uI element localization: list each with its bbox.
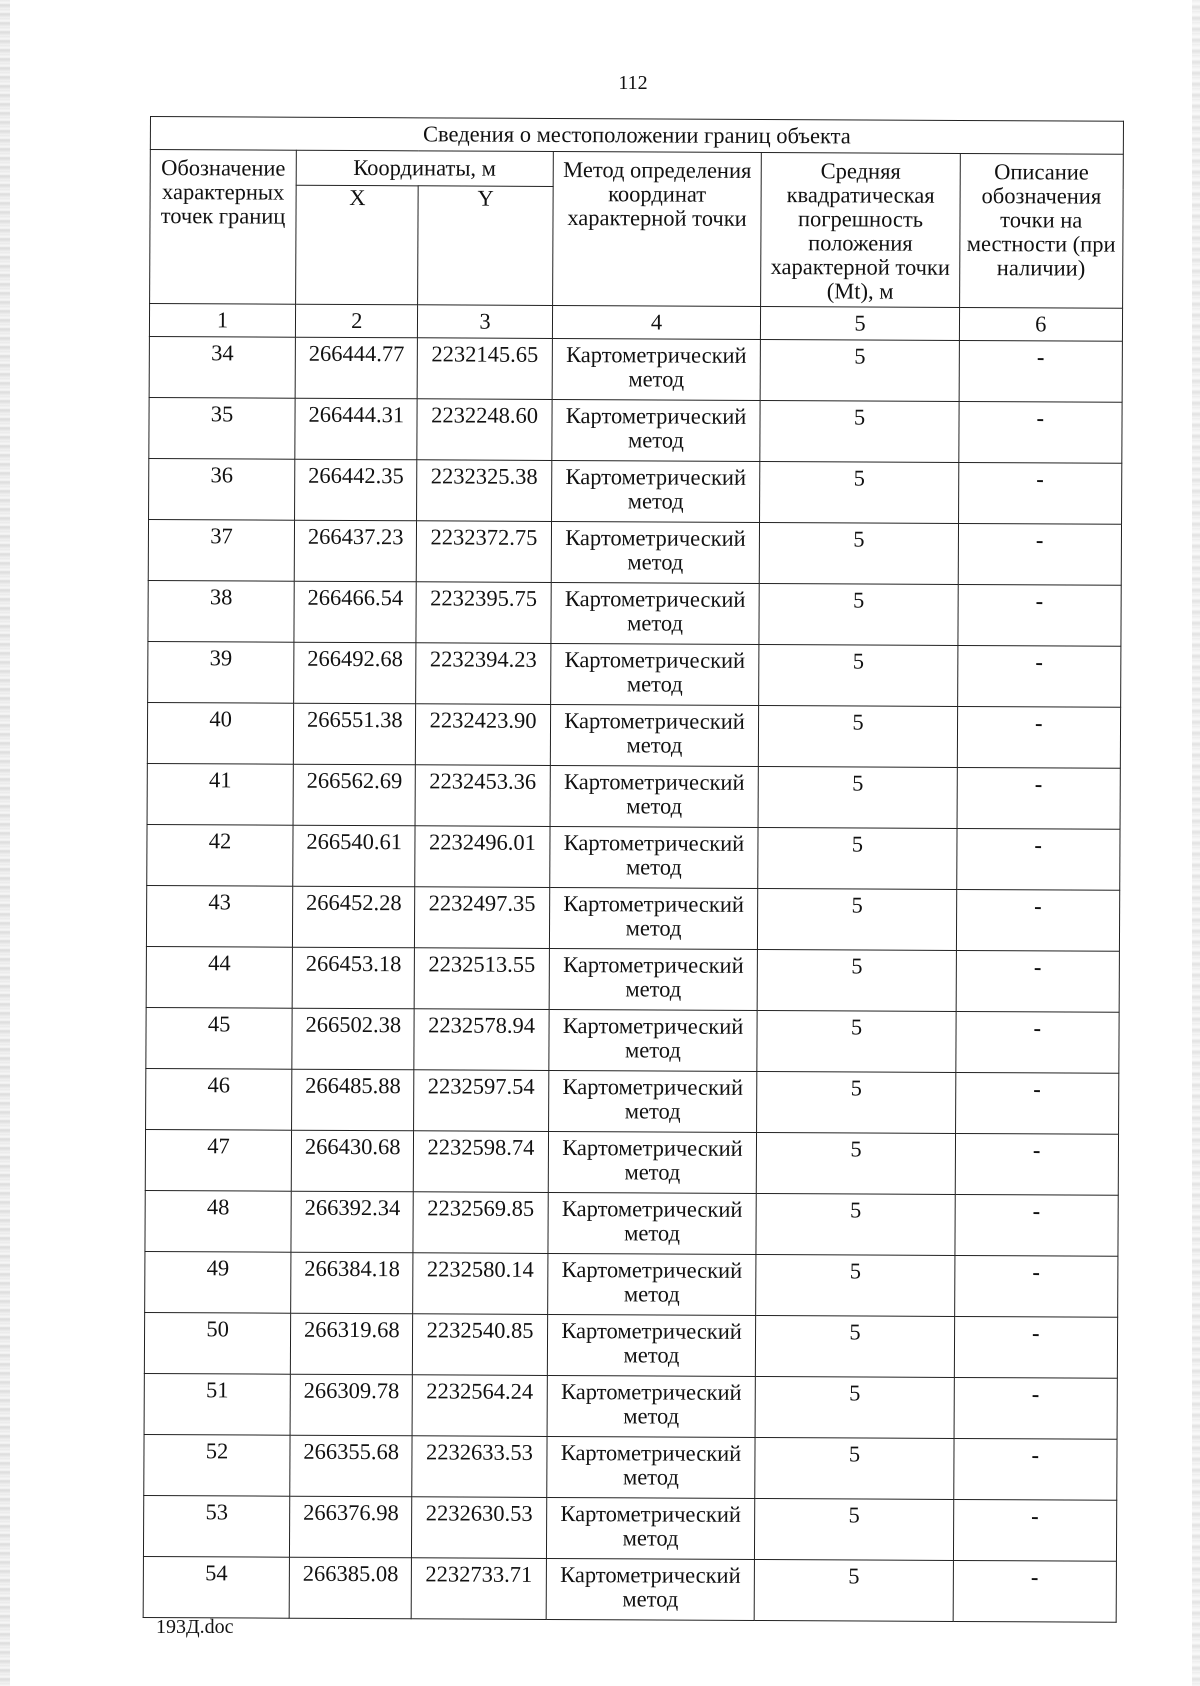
cell-method: Картометрический метод [551, 582, 760, 644]
table-row [146, 1068, 1119, 1134]
cell-y: 2232598.74 [414, 1131, 548, 1193]
header-x: X [296, 185, 419, 305]
cell-y: 2232580.14 [413, 1253, 547, 1315]
cell-x: 266540.61 [293, 825, 416, 887]
cell-y: 2232423.90 [416, 704, 550, 766]
cell-x: 266466.54 [294, 581, 417, 643]
cell-x: 266452.28 [293, 886, 416, 948]
cell-point: 52 [144, 1434, 290, 1496]
column-number: 3 [418, 305, 552, 339]
cell-description: - [955, 1011, 1119, 1073]
table-row [148, 580, 1121, 646]
cell-point: 34 [149, 336, 295, 398]
table-row [146, 946, 1119, 1012]
cell-error: 5 [760, 400, 958, 462]
cell-point: 40 [147, 702, 293, 764]
table-row [147, 763, 1120, 829]
cell-y: 2232372.75 [417, 521, 551, 583]
cell-y: 2232497.35 [415, 887, 549, 949]
cell-method: Картометрический метод [552, 338, 761, 400]
cell-method: Картометрический метод [546, 1436, 755, 1498]
cell-x: 266309.78 [290, 1374, 413, 1436]
column-number: 1 [149, 304, 295, 338]
table-row [148, 519, 1121, 585]
cell-method: Картометрический метод [551, 460, 760, 522]
cell-y: 2232733.71 [412, 1558, 546, 1620]
cell-description: - [953, 1499, 1117, 1561]
cell-y: 2232395.75 [416, 582, 550, 644]
table-row [145, 1190, 1118, 1256]
cell-x: 266384.18 [291, 1252, 414, 1314]
cell-x: 266437.23 [294, 520, 417, 582]
cell-point: 51 [144, 1373, 290, 1435]
cell-method: Картометрический метод [549, 948, 758, 1010]
cell-error: 5 [760, 522, 958, 584]
cell-method: Картометрический метод [547, 1314, 756, 1376]
header-method: Метод определения координат характерной точки [552, 151, 762, 306]
cell-x: 266502.38 [292, 1008, 415, 1070]
cell-y: 2232578.94 [414, 1009, 548, 1071]
header-point: Обозначение характерных точек границ [150, 150, 297, 305]
table-row [143, 1556, 1116, 1622]
column-number: 6 [959, 307, 1123, 341]
cell-y: 2232569.85 [413, 1192, 547, 1254]
cell-description: - [958, 401, 1122, 463]
cell-error: 5 [755, 1437, 953, 1499]
cell-error: 5 [756, 1193, 954, 1255]
cell-description: - [959, 340, 1123, 402]
header-description: Описание обозначения точки на местности (при наличии) [959, 153, 1123, 308]
cell-method: Картометрический метод [547, 1253, 756, 1315]
footer-file-name: 193Д.doc [156, 1616, 234, 1638]
cell-point: 53 [143, 1495, 289, 1557]
cell-y: 2232564.24 [412, 1375, 546, 1437]
table-row [143, 1495, 1116, 1561]
table-row [149, 397, 1122, 463]
cell-point: 39 [148, 641, 294, 703]
column-number: 4 [552, 305, 761, 339]
scan-edge-left [0, 0, 10, 1686]
cell-description: - [953, 1560, 1117, 1622]
cell-method: Картометрический метод [550, 765, 759, 827]
cell-description: - [956, 828, 1120, 890]
table-caption-row [150, 117, 1123, 155]
cell-method: Картометрический метод [548, 1070, 757, 1132]
cell-method: Картометрический метод [550, 643, 759, 705]
cell-point: 38 [148, 580, 294, 642]
scan-edge-right [1192, 0, 1200, 1686]
cell-x: 266551.38 [293, 703, 416, 765]
table-row [148, 641, 1121, 707]
cell-y: 2232248.60 [417, 399, 551, 461]
cell-y: 2232630.53 [412, 1497, 546, 1559]
cell-error: 5 [759, 766, 957, 828]
cell-x: 266376.98 [290, 1496, 413, 1558]
cell-method: Картометрический метод [546, 1558, 755, 1620]
cell-error: 5 [758, 827, 956, 889]
cell-error: 5 [759, 705, 957, 767]
cell-method: Картометрический метод [549, 887, 758, 949]
cell-error: 5 [757, 1132, 955, 1194]
cell-y: 2232145.65 [418, 338, 552, 400]
cell-error: 5 [759, 644, 957, 706]
header-row-1 [150, 150, 1123, 190]
cell-x: 266453.18 [292, 947, 415, 1009]
boundary-table [143, 116, 1124, 1623]
table-row [144, 1434, 1117, 1500]
table-row [145, 1129, 1118, 1195]
cell-x: 266444.77 [295, 337, 418, 399]
cell-error: 5 [755, 1498, 953, 1560]
cell-x: 266562.69 [293, 764, 416, 826]
table-caption: Сведения о местоположении границ объекта [150, 117, 1123, 155]
cell-error: 5 [756, 1376, 954, 1438]
cell-x: 266319.68 [290, 1313, 413, 1375]
cell-y: 2232325.38 [417, 460, 551, 522]
cell-point: 50 [144, 1312, 290, 1374]
cell-x: 266444.31 [295, 398, 418, 460]
cell-description: - [956, 950, 1120, 1012]
cell-description: - [957, 706, 1121, 768]
table-row [147, 824, 1120, 890]
cell-error: 5 [758, 949, 956, 1011]
cell-point: 54 [143, 1556, 289, 1618]
table-row [146, 885, 1119, 951]
cell-x: 266392.34 [291, 1191, 414, 1253]
cell-description: - [958, 462, 1122, 524]
cell-error: 5 [756, 1315, 954, 1377]
cell-point: 37 [148, 519, 294, 581]
cell-description: - [954, 1316, 1118, 1378]
cell-error: 5 [757, 1010, 955, 1072]
cell-point: 44 [146, 946, 292, 1008]
cell-method: Картометрический метод [547, 1375, 756, 1437]
cell-x: 266385.08 [289, 1557, 412, 1619]
table-row [149, 458, 1122, 524]
cell-error: 5 [758, 888, 956, 950]
cell-description: - [955, 1072, 1119, 1134]
cell-method: Картометрический метод [551, 521, 760, 583]
header-coords: Координаты, м [296, 150, 553, 186]
table-row [145, 1251, 1118, 1317]
cell-description: - [958, 523, 1122, 585]
cell-point: 48 [145, 1190, 291, 1252]
cell-description: - [955, 1133, 1119, 1195]
cell-point: 43 [146, 885, 292, 947]
header-y: Y [418, 186, 553, 306]
cell-description: - [957, 584, 1121, 646]
cell-description: - [956, 889, 1120, 951]
cell-error: 5 [759, 583, 957, 645]
page-number: 112 [618, 72, 648, 94]
cell-method: Картометрический метод [548, 1192, 757, 1254]
cell-point: 49 [145, 1251, 291, 1313]
table-row [144, 1312, 1117, 1378]
cell-method: Картометрический метод [548, 1131, 757, 1193]
cell-method: Картометрический метод [551, 399, 760, 461]
column-number: 2 [296, 304, 418, 338]
cell-y: 2232597.54 [414, 1070, 548, 1132]
table-row [147, 702, 1120, 768]
table-row [149, 336, 1122, 402]
cell-method: Картометрический метод [550, 704, 759, 766]
cell-error: 5 [755, 1559, 953, 1621]
cell-y: 2232453.36 [415, 765, 549, 827]
cell-point: 45 [146, 1007, 292, 1069]
cell-point: 46 [146, 1068, 292, 1130]
cell-description: - [953, 1438, 1117, 1500]
cell-x: 266355.68 [290, 1435, 413, 1497]
cell-method: Картометрический метод [546, 1497, 755, 1559]
cell-error: 5 [760, 461, 958, 523]
cell-y: 2232513.55 [415, 948, 549, 1010]
cell-point: 35 [149, 397, 295, 459]
cell-point: 47 [145, 1129, 291, 1191]
cell-y: 2232394.23 [416, 643, 550, 705]
cell-description: - [954, 1377, 1118, 1439]
cell-method: Картометрический метод [548, 1009, 757, 1071]
table-row [144, 1373, 1117, 1439]
cell-description: - [954, 1255, 1118, 1317]
table-row [146, 1007, 1119, 1073]
cell-x: 266442.35 [295, 459, 418, 521]
cell-x: 266430.68 [291, 1130, 414, 1192]
header-error: Средняя квадратическая погрешность положения характерной точки (Mt), м [761, 152, 960, 307]
cell-error: 5 [756, 1254, 954, 1316]
cell-point: 41 [147, 763, 293, 825]
cell-y: 2232540.85 [413, 1314, 547, 1376]
cell-point: 36 [149, 458, 295, 520]
cell-description: - [957, 767, 1121, 829]
cell-x: 266492.68 [294, 642, 417, 704]
cell-description: - [954, 1194, 1118, 1256]
cell-error: 5 [757, 1071, 955, 1133]
cell-method: Картометрический метод [549, 826, 758, 888]
cell-y: 2232633.53 [412, 1436, 546, 1498]
cell-error: 5 [761, 339, 959, 401]
cell-x: 266485.88 [292, 1069, 415, 1131]
cell-point: 42 [147, 824, 293, 886]
column-number: 5 [761, 306, 959, 340]
cell-description: - [957, 645, 1121, 707]
cell-y: 2232496.01 [415, 826, 549, 888]
column-number-row [149, 304, 1122, 342]
